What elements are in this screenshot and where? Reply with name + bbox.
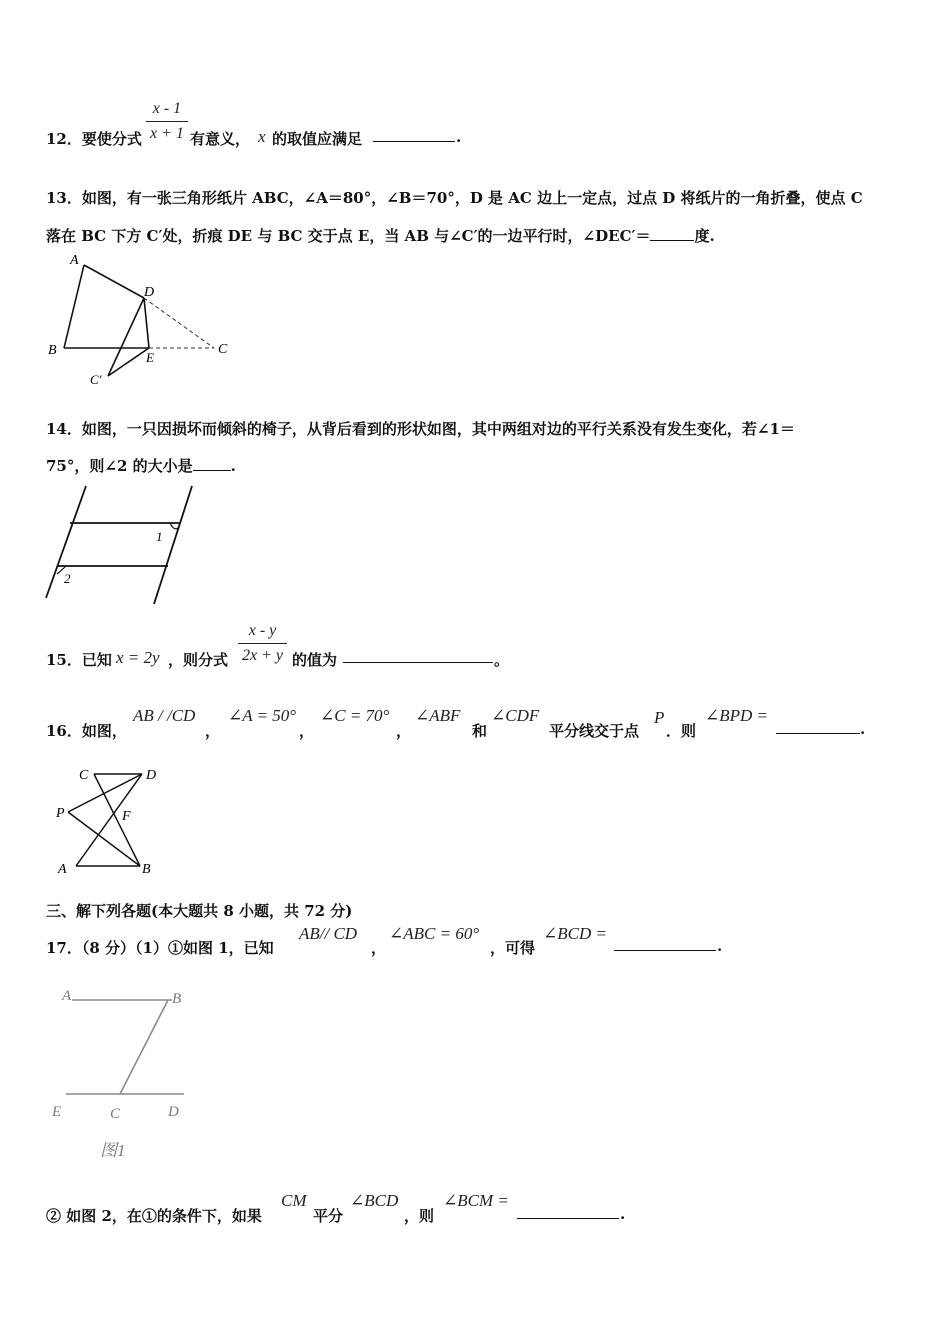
q17-part2-answer-blank[interactable] bbox=[517, 1205, 619, 1223]
q17-prefix: 17．（8 分）（1）①如图 1，已知 bbox=[46, 939, 274, 957]
q16-then: ．则 bbox=[666, 722, 697, 740]
q13-side-AB bbox=[64, 265, 84, 348]
q13-label-E: E bbox=[146, 350, 154, 365]
q14-answer-blank[interactable] bbox=[193, 469, 231, 471]
q15-middle: ，则分式 bbox=[168, 651, 229, 669]
q16-label-C: C bbox=[79, 768, 89, 783]
q17-comma2: ，可得 bbox=[490, 939, 536, 957]
q13-side-AD bbox=[84, 265, 144, 298]
q17-part2-then: ，则 bbox=[404, 1207, 435, 1225]
q16-label-B: B bbox=[142, 862, 151, 877]
q17-label-D: D bbox=[168, 1104, 179, 1120]
q12-end: . bbox=[456, 128, 462, 146]
q15-end: 。 bbox=[494, 651, 510, 669]
q17-parallel: AB// CD bbox=[299, 924, 358, 943]
q12-prefix: 12．要使分式 bbox=[46, 130, 142, 148]
q13-line2-suffix: 度. bbox=[694, 227, 715, 245]
q13-line1: 13．如图，有一张三角形纸片 ABC，∠A＝80°，∠B＝70°，D 是 AC 边上一定点，过点 D 将纸片的一角折叠，使点 C bbox=[46, 189, 863, 207]
q14-line2 bbox=[46, 455, 236, 476]
q13-label-C: C bbox=[218, 342, 228, 357]
q16-middle: 平分线交于点 bbox=[549, 722, 640, 740]
q13-label-D: D bbox=[144, 285, 155, 300]
q14-figure bbox=[42, 484, 202, 610]
q15-fraction bbox=[238, 622, 287, 665]
q14-label-2: 2 bbox=[64, 571, 71, 586]
q12-middle: 有意义， bbox=[190, 130, 251, 148]
q16-prefix: 16．如图， bbox=[46, 722, 127, 740]
q16-angle-CDF: ∠CDF bbox=[491, 706, 540, 725]
q17-label-E: E bbox=[52, 1104, 62, 1120]
q12-answer-blank[interactable] bbox=[373, 128, 455, 146]
q17-figure-1 bbox=[48, 982, 198, 1164]
q16-label-F: F bbox=[122, 809, 131, 824]
q16-comma1: ， bbox=[205, 722, 221, 740]
q13-line2 bbox=[46, 225, 715, 246]
q14-label-1: 1 bbox=[156, 529, 163, 544]
section-3-heading: 三、解下列各题(本大题共 8 小题，共 72 分) bbox=[46, 902, 353, 920]
q17-label-C: C bbox=[110, 1106, 121, 1122]
q16-angle-ABF: ∠ABF bbox=[415, 706, 461, 725]
q17-part2-angle-BCM: ∠BCM = bbox=[443, 1191, 509, 1210]
q17-figure-caption: 图1 bbox=[100, 1141, 126, 1160]
q16-comma3: ， bbox=[396, 722, 412, 740]
q16-angle-A: ∠A = 50° bbox=[228, 706, 297, 725]
q15-fraction-numerator: x - y bbox=[248, 622, 277, 639]
q17-part2-middle: 平分 bbox=[313, 1207, 344, 1225]
q13-label-B: B bbox=[48, 343, 57, 358]
q17-label-A: A bbox=[62, 988, 72, 1004]
q12-fraction bbox=[146, 100, 188, 143]
q17-answer-blank[interactable] bbox=[614, 937, 716, 955]
q16-end: . bbox=[860, 720, 866, 738]
q16-figure bbox=[54, 760, 174, 880]
q17-comma1: ， bbox=[371, 939, 387, 957]
q12-fraction-denominator: x + 1 bbox=[150, 125, 184, 142]
q15-fraction-denominator: 2x + y bbox=[242, 647, 283, 664]
q12-fraction-bar bbox=[146, 121, 188, 122]
q14-line1: 14．如图，一只因损坏而倾斜的椅子，从背后看到的形状如图，其中两组对边的平行关系没有发生变化，若∠1＝ bbox=[46, 420, 795, 438]
q12-suffix: 的取值应满足 bbox=[272, 130, 363, 148]
q16-parallel: AB / /CD bbox=[133, 706, 196, 725]
q17-part2-prefix: ② 如图 2，在①的条件下，如果 bbox=[46, 1207, 262, 1225]
q16-point-P: P bbox=[654, 708, 665, 727]
q17-end: . bbox=[717, 937, 723, 955]
q12-fraction-numerator: x - 1 bbox=[152, 100, 182, 117]
q17-angle-ABC: ∠ABC = 60° bbox=[389, 924, 480, 943]
q14-line2-prefix: 75°，则∠2 的大小是 bbox=[46, 457, 193, 475]
q15-condition: x = 2y bbox=[116, 648, 160, 667]
q17-angle-BCD: ∠BCD = bbox=[543, 924, 607, 943]
q15-fraction-bar bbox=[238, 643, 287, 644]
q16-angle-C: ∠C = 70° bbox=[320, 706, 390, 725]
q16-label-A: A bbox=[58, 862, 67, 877]
q16-angle-BPD: ∠BPD = bbox=[705, 706, 769, 725]
q17-line-BC bbox=[120, 1000, 168, 1094]
q13-label-A: A bbox=[70, 253, 79, 268]
q15-prefix: 15．已知 bbox=[46, 651, 112, 669]
q13-label-Cprime: C′ bbox=[90, 372, 102, 387]
q13-answer-blank[interactable] bbox=[650, 239, 694, 241]
q13-line2-prefix: 落在 BC 下方 C′处，折痕 DE 与 BC 交于点 E，当 AB 与∠C′的一边平行时，∠DEC′＝ bbox=[46, 227, 651, 245]
q17-part2-angle-BCD: ∠BCD bbox=[350, 1191, 399, 1210]
q16-label-P: P bbox=[56, 806, 65, 821]
q13-figure bbox=[44, 250, 244, 390]
q16-and: 和 bbox=[472, 722, 488, 740]
q16-segment-CB bbox=[94, 774, 140, 866]
q14-right-leg bbox=[154, 486, 192, 604]
q12-variable: x bbox=[258, 127, 266, 146]
q16-segment-DA bbox=[76, 774, 142, 866]
q16-comma2: ， bbox=[299, 722, 315, 740]
q13-dashed-DC bbox=[144, 298, 214, 348]
q14-line2-suffix: . bbox=[230, 457, 236, 475]
q13-fold-DE bbox=[144, 298, 149, 348]
q16-label-D: D bbox=[146, 768, 157, 783]
q15-answer-blank[interactable] bbox=[343, 649, 493, 667]
q16-answer-blank[interactable] bbox=[776, 720, 860, 738]
q15-suffix: 的值为 bbox=[292, 651, 338, 669]
q17-part2-end: . bbox=[620, 1205, 626, 1223]
q17-label-B: B bbox=[172, 991, 182, 1007]
q17-part2-CM: CM bbox=[281, 1191, 307, 1210]
